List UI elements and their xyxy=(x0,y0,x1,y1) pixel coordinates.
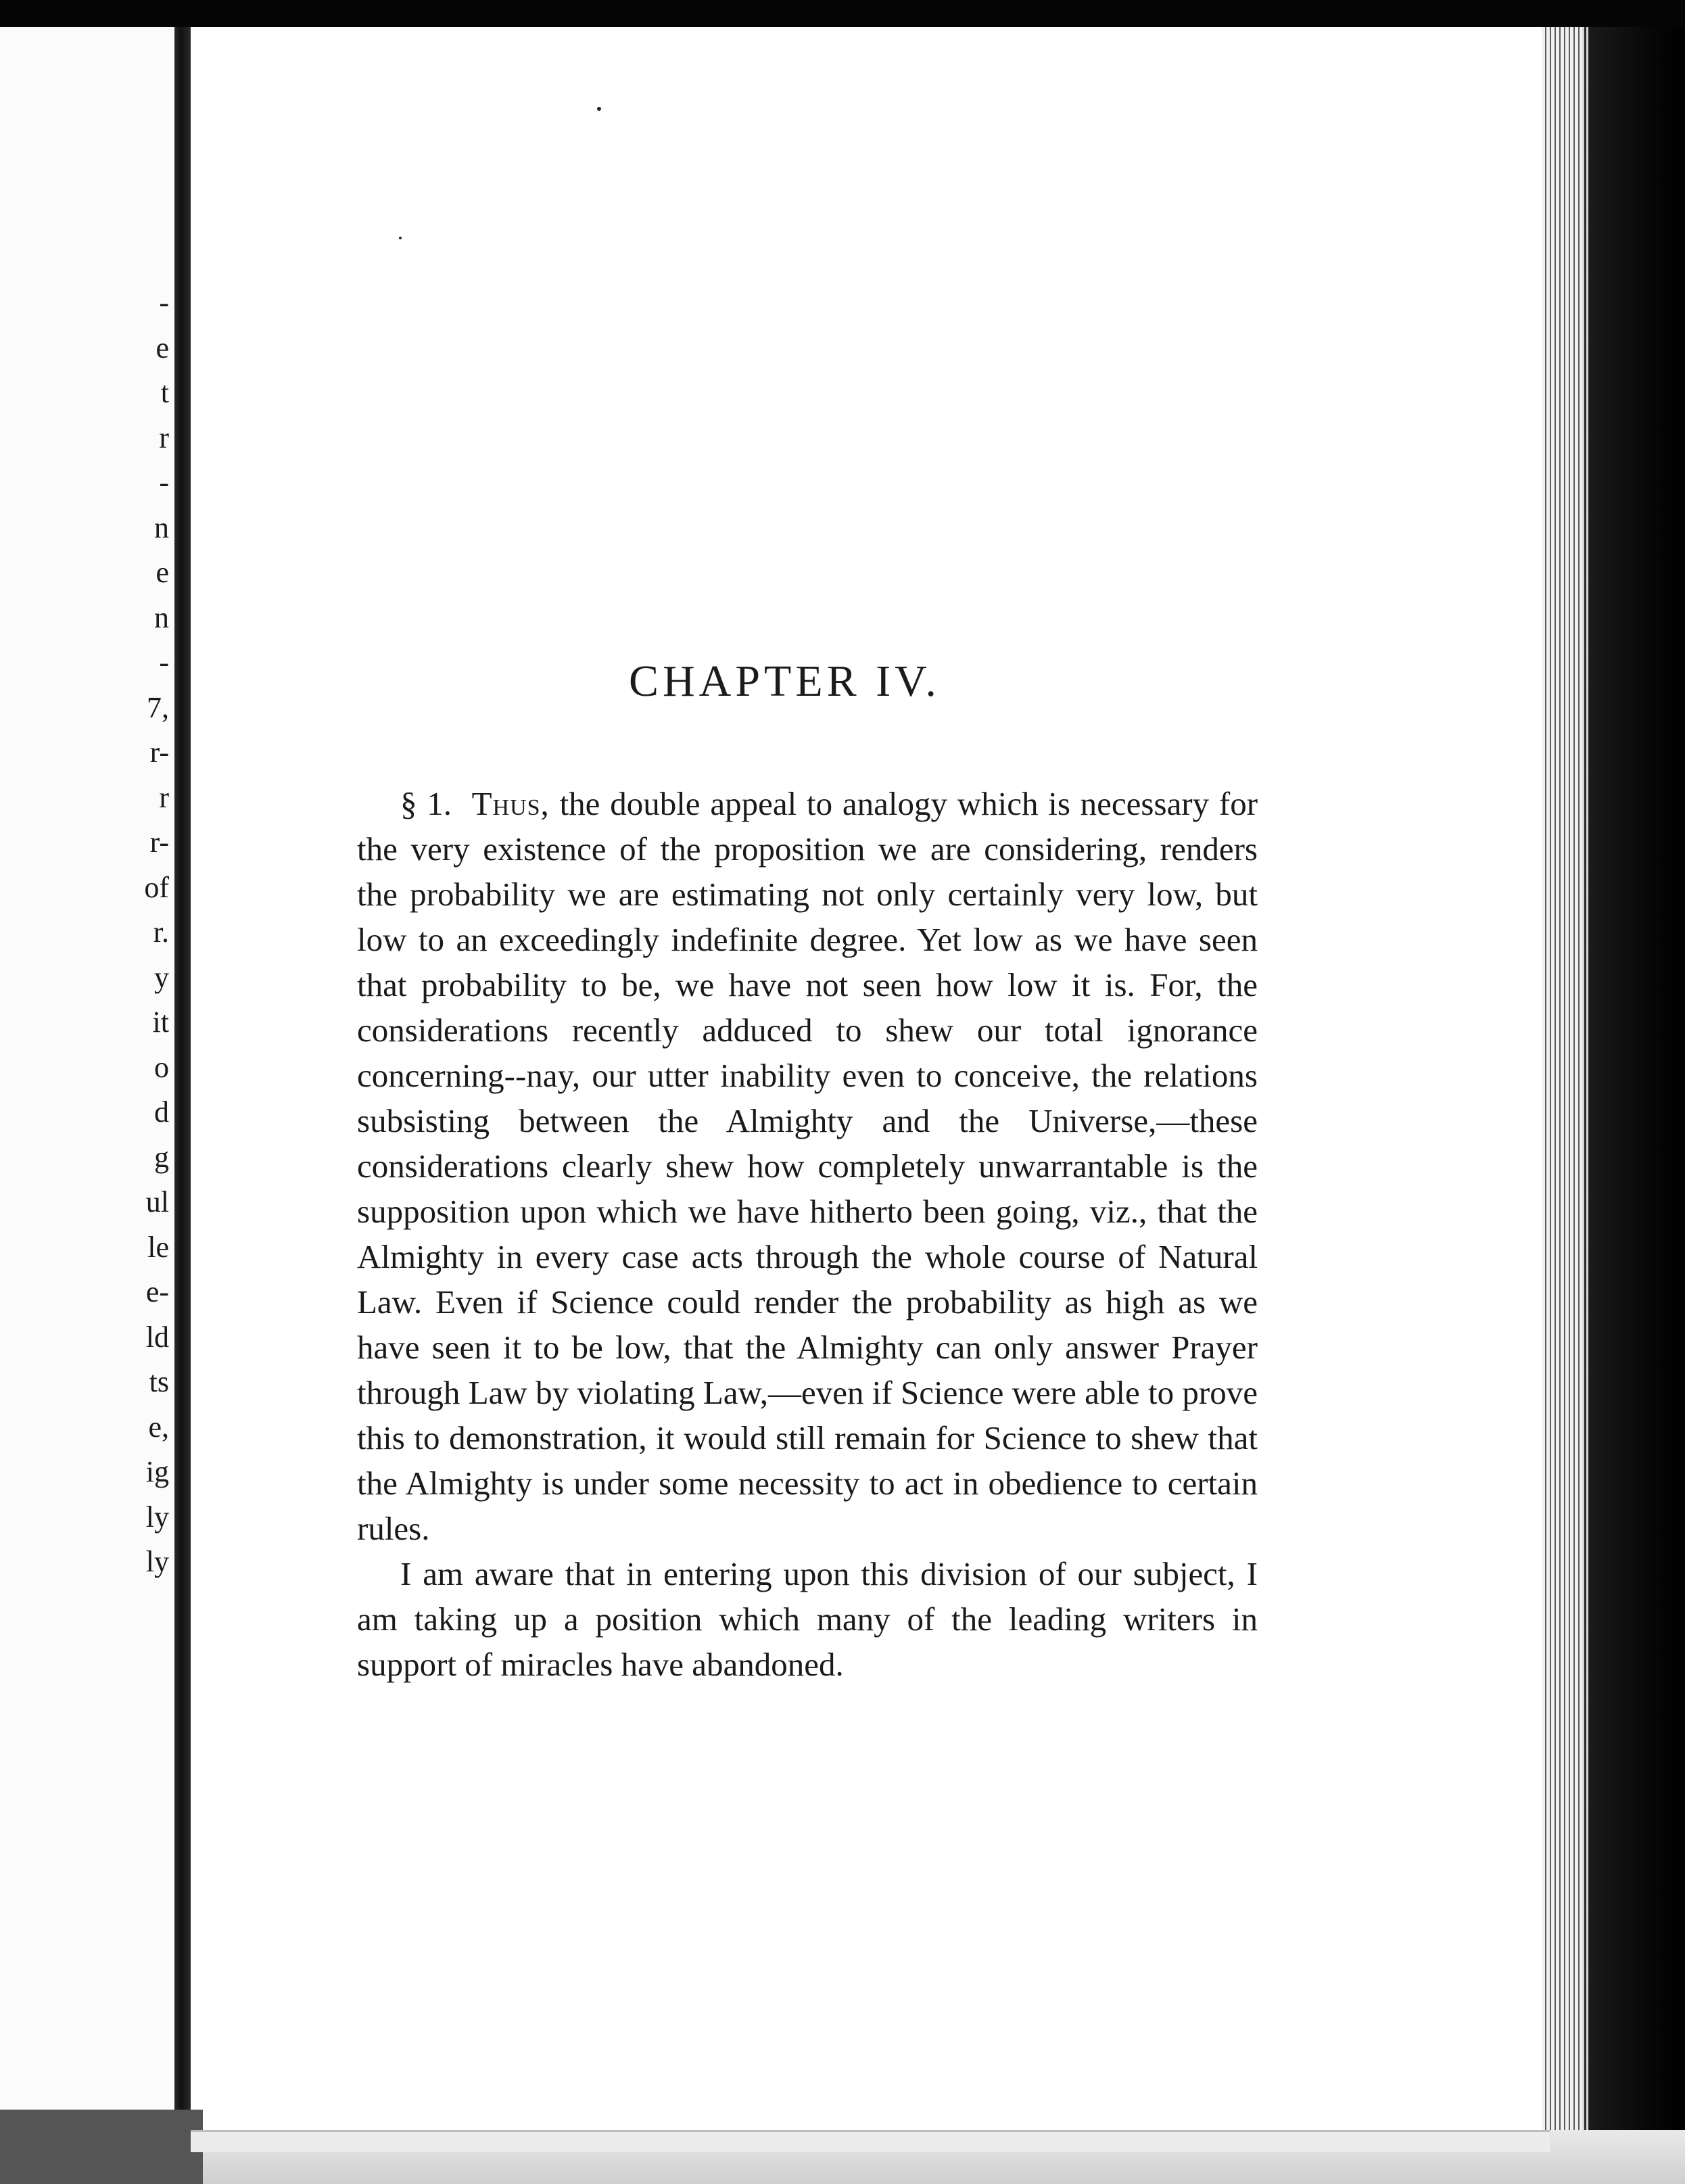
book-cover-edge xyxy=(1589,27,1685,2184)
previous-page-fragment: n xyxy=(154,600,169,634)
previous-page-fragment: le xyxy=(147,1230,169,1264)
previous-page-fragment: t xyxy=(160,376,169,409)
previous-page-fragment: e xyxy=(156,556,169,589)
previous-page-fragment: e xyxy=(156,331,169,364)
previous-page-fragment: ts xyxy=(149,1365,169,1398)
paragraph-text: I am aware that in entering upon this division of our subject, I am taking up a position which many of the leading writers in support of miracles have abandoned. xyxy=(357,1555,1258,1683)
paper-speck xyxy=(597,107,601,111)
previous-page-fragment: ly xyxy=(145,1545,169,1578)
previous-page-fragment: r. xyxy=(153,916,169,949)
previous-page-fragment: ul xyxy=(145,1185,169,1218)
previous-page-fragment: g xyxy=(154,1140,169,1174)
previous-page-fragment: r xyxy=(159,421,169,454)
previous-page-fragment: r- xyxy=(149,826,169,859)
previous-page-fragment: r- xyxy=(149,736,169,769)
previous-page-fragment: of xyxy=(144,870,169,904)
paper-speck xyxy=(399,237,402,239)
chapter-title: CHAPTER IV. xyxy=(629,657,941,706)
previous-page-fragment: ly xyxy=(145,1500,169,1534)
previous-page-fragment: o xyxy=(154,1050,169,1084)
book-gutter xyxy=(174,27,191,2130)
body-text xyxy=(357,781,1258,1687)
previous-page-fragment: - xyxy=(159,466,169,499)
previous-page-fragment: e, xyxy=(148,1410,169,1444)
section-mark: § 1. xyxy=(400,785,452,822)
previous-page-text-fragments xyxy=(0,281,169,1585)
paragraph-lead-word: Thus, xyxy=(471,785,550,822)
previous-page-fragment: e- xyxy=(145,1275,169,1308)
previous-page-fragment: r xyxy=(159,780,169,814)
previous-page-fragment: d xyxy=(154,1095,169,1129)
previous-page-fragment: n xyxy=(154,511,169,544)
previous-page-fragment: y xyxy=(154,960,169,994)
paragraph-2 xyxy=(357,1551,1258,1687)
page-bottom-edge xyxy=(191,2130,1550,2152)
previous-page-fragment: ig xyxy=(145,1455,169,1488)
page-edges xyxy=(1542,27,1582,2184)
paragraph-1 xyxy=(357,781,1258,1551)
previous-page-fragment: ld xyxy=(145,1320,169,1354)
previous-page-fragment: 7, xyxy=(147,690,169,724)
scan-corner-shadow xyxy=(0,2110,203,2184)
previous-page-fragment: it xyxy=(152,1005,169,1039)
paragraph-text: the double appeal to analogy which is necessary for the very existence of the proposition we are considering, renders the probability we are estimating not only certainly very low, but low to an exceedingly indefinite degree. Yet low as we have seen that probability to be, we have not seen how low it is. For, the considerations recently adduced to shew our total ignorance concerning--nay, our utter inability even to conceive, the relations subsisting between the Almighty and the Universe,—these considerations clearly shew how completely unwarrantable is the supposition upon which we have hitherto been going, viz., that the Almighty in every case acts through the whole course of Natural Law. Even if Science could render the probability as high as we have seen it to be low, that the Almighty can only answer Prayer through Law by violating Law,—even if Science were able to prove this to demonstration, it would still remain for Science to shew that the Almighty is under some necessity to act in obedience to certain rules. xyxy=(357,785,1258,1547)
previous-page-fragment: - xyxy=(159,286,169,319)
scan-top-border xyxy=(0,0,1685,27)
previous-page-fragment: - xyxy=(159,646,169,679)
